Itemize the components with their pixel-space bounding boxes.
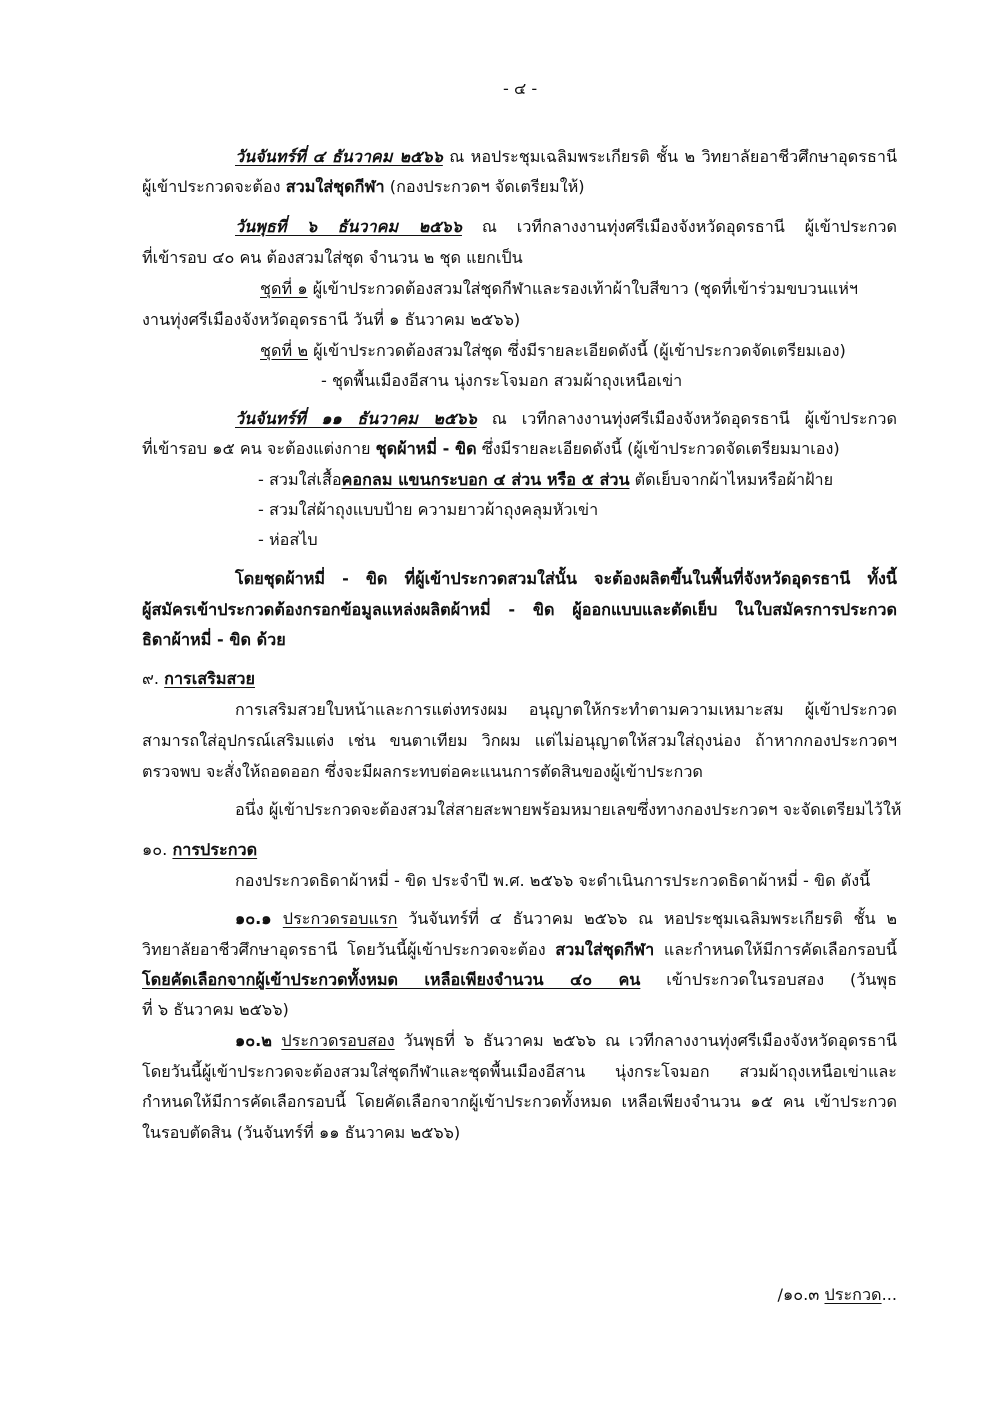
- section-10-intro: กองประกวดธิดาผ้าหมี่ - ขิด ประจำปี พ.ศ. ๒๕๖๖ จะดำเนินการประกวดธิดาผ้าหมี่ - ขิด ดังนี้: [235, 871, 871, 890]
- round-2-line-2: โดยวันนี้ผู้เข้าประกวดจะต้องสวมใส่ชุดกีฬาและชุดพื้นเมืองอีสาน นุ่งกระโจมอก สวมผ้าถุงเหนือเข่าและ: [142, 1062, 897, 1081]
- round-1-l3-b: เข้าประกวดในรอบสอง (วันพุธ: [640, 970, 897, 989]
- p3-l2-a: ที่เข้ารอบ ๑๕ คน จะต้องแต่งกาย: [142, 439, 376, 458]
- round-2-line-3: กำหนดให้มีการคัดเลือกรอบนี้ โดยคัดเลือกจากผู้เข้าประกวดทั้งหมด เหลือเพียงจำนวน ๑๕ คน เข้าประกวด: [142, 1092, 897, 1111]
- p1-date: วันจันทร์ที่ ๔ ธันวาคม ๒๕๖๖: [235, 147, 443, 166]
- page-number: - ๔ -: [503, 79, 538, 98]
- p3-item1-c: ตัดเย็บจากผ้าไหมหรือผ้าฝ้าย: [629, 470, 834, 489]
- section-10-title: การประกวด: [172, 840, 258, 859]
- p1-text: ณ หอประชุมเฉลิมพระเกียรติ ชั้น ๒ วิทยาลัยอาชีวศึกษาอุดรธานี: [442, 147, 898, 166]
- p2-line-2: ที่เข้ารอบ ๔๐ คน ต้องสวมใส่ชุด จำนวน ๒ ชุด แยกเป็น: [142, 248, 523, 267]
- round-2-number: ๑๐.๒: [235, 1031, 282, 1050]
- p3-item-2: - สวมใส่ผ้าถุงแบบป้าย ความยาวผ้าถุงคลุมหัวเข่า: [258, 500, 599, 519]
- footer-suffix: ...: [881, 1285, 897, 1304]
- round-1-line-3: [142, 965, 897, 995]
- round-1-line-4: ที่ ๖ ธันวาคม ๒๕๖๖): [142, 1000, 289, 1019]
- section-9-title: การเสริมสวย: [164, 669, 255, 688]
- p3-date: วันจันทร์ที่ ๑๑ ธันวาคม ๒๕๖๖: [235, 409, 477, 428]
- p1-l2-c: (กองประกวดฯ จัดเตรียมให้): [384, 177, 585, 196]
- p1-line-1: [235, 142, 897, 172]
- round-1-l2-c: และกำหนดให้มีการคัดเลือกรอบนี้: [654, 940, 897, 959]
- round-2-line-4: ในรอบตัดสิน (วันจันทร์ที่ ๑๑ ธันวาคม ๒๕๖๖): [142, 1123, 461, 1142]
- p3-l2-b: ชุดผ้าหมี่ - ขิด: [375, 439, 477, 458]
- p1-l2-a: ผู้เข้าประกวดจะต้อง: [142, 177, 286, 196]
- p2-line-1: [235, 212, 897, 242]
- p2-set2-text: ผู้เข้าประกวดต้องสวมใส่ชุด ซึ่งมีรายละเอียดดังนี้ (ผู้เข้าประกวดจัดเตรียมเอง): [308, 341, 846, 360]
- p3-line-2: [142, 434, 840, 464]
- p3-text: ณ เวทีกลางงานทุ่งศรีเมืองจังหวัดอุดรธานี ผู้เข้าประกวด: [476, 409, 897, 428]
- p3-item-3: - ห่อสไบ: [258, 530, 318, 549]
- p1-line-2: [142, 172, 585, 202]
- round-2-text: วันพุธที่ ๖ ธันวาคม ๒๕๖๖ ณ เวทีกลางงานทุ่งศรีเมืองจังหวัดอุดรธานี: [394, 1031, 897, 1050]
- continuation-footer: [778, 1280, 897, 1310]
- p3-line-1: [235, 404, 897, 434]
- p2-set1-line: [260, 274, 858, 304]
- section-9-line-1: การเสริมสวยใบหน้าและการแต่งทรงผม อนุญาตให้กระทำตามความเหมาะสม ผู้เข้าประกวด: [235, 700, 897, 719]
- round-1-line-1: [235, 904, 897, 934]
- p3-item-1: [258, 465, 833, 495]
- p2-set2-item: - ชุดพื้นเมืองอีสาน นุ่งกระโจมอก สวมผ้าถุงเหนือเข่า: [321, 371, 683, 390]
- p2-set2-line: [260, 336, 846, 366]
- section-10-heading: [142, 835, 257, 865]
- section-9-line-3: ตรวจพบ จะสั่งให้ถอดออก ซึ่งจะมีผลกระทบต่อคะแนนการตัดสินของผู้เข้าประกวด: [142, 762, 703, 781]
- p2-set1-line-2: งานทุ่งศรีเมืองจังหวัดอุดรธานี วันที่ ๑ ธันวาคม ๒๕๖๖): [142, 310, 521, 329]
- p2-set2-label: ชุดที่ ๒: [260, 341, 308, 360]
- p3-item1-a: - สวมใส่เสื้อ: [258, 470, 342, 489]
- round-1-number: ๑๐.๑: [235, 909, 283, 928]
- section-9-line-4: อนึ่ง ผู้เข้าประกวดจะต้องสวมใส่สายสะพายพร้อมหมายเลขซึ่งทางกองประกวดฯ จะจัดเตรียมไว้ให้: [235, 800, 902, 819]
- round-1-l2-b: สวมใส่ชุดกีฬา: [555, 940, 655, 959]
- bold-note-line-1: โดยชุดผ้าหมี่ - ขิด ที่ผู้เข้าประกวดสวมใส่นั้น จะต้องผลิตขึ้นในพื้นที่จังหวัดอุดรธานี ทั้งนี้: [235, 569, 897, 588]
- p2-set1-label: ชุดที่ ๑: [260, 279, 308, 298]
- p2-date: วันพุธที่ ๖ ธันวาคม ๒๕๖๖: [235, 217, 462, 236]
- p2-set1-text: ผู้เข้าประกวดต้องสวมใส่ชุดกีฬาและรองเท้าผ้าใบสีขาว (ชุดที่เข้าร่วมขบวนแห่ฯ: [307, 279, 859, 298]
- bold-note-line-3: ธิดาผ้าหมี่ - ขิด ด้วย: [142, 630, 286, 649]
- round-1-line-2: [142, 935, 897, 965]
- footer-prefix: /๑๐.๓: [777, 1285, 825, 1304]
- round-1-l3-a: โดยคัดเลือกจากผู้เข้าประกวดทั้งหมด เหลือเพียงจำนวน ๔๐ คน: [142, 970, 641, 989]
- p2-text: ณ เวทีกลางงานทุ่งศรีเมืองจังหวัดอุดรธานี ผู้เข้าประกวด: [461, 217, 898, 236]
- round-2-line-1: [235, 1026, 897, 1056]
- section-10-number: ๑๐.: [142, 840, 173, 859]
- section-9-heading: [142, 664, 255, 694]
- section-9-line-2: สามารถใส่อุปกรณ์เสริมแต่ง เช่น ขนตาเทียม วิกผม แต่ไม่อนุญาตให้สวมใส่ถุงน่อง ถ้าหากกองประกวดฯ: [142, 731, 897, 750]
- round-1-text: วันจันทร์ที่ ๔ ธันวาคม ๒๕๖๖ ณ หอประชุมเฉลิมพระเกียรติ ชั้น ๒: [397, 909, 897, 928]
- p3-item1-b: คอกลม แขนกระบอก ๔ ส่วน หรือ ๕ ส่วน: [341, 470, 630, 489]
- footer-next-section: ประกวด: [824, 1285, 882, 1304]
- p3-l2-c: ซึ่งมีรายละเอียดดังนี้ (ผู้เข้าประกวดจัดเตรียมมาเอง): [476, 439, 840, 458]
- bold-note-line-2: ผู้สมัครเข้าประกวดต้องกรอกข้อมูลแหล่งผลิตผ้าหมี่ - ขิด ผู้ออกแบบและตัดเย็บ ในใบสมัครการประกวด: [142, 600, 897, 619]
- round-1-l2-a: วิทยาลัยอาชีวศึกษาอุดรธานี โดยวันนี้ผู้เข้าประกวดจะต้อง: [142, 940, 556, 959]
- section-9-number: ๙.: [142, 669, 165, 688]
- round-1-title: ประกวดรอบแรก: [282, 909, 398, 928]
- round-2-title: ประกวดรอบสอง: [281, 1031, 395, 1050]
- p1-l2-b: สวมใส่ชุดกีฬา: [285, 177, 385, 196]
